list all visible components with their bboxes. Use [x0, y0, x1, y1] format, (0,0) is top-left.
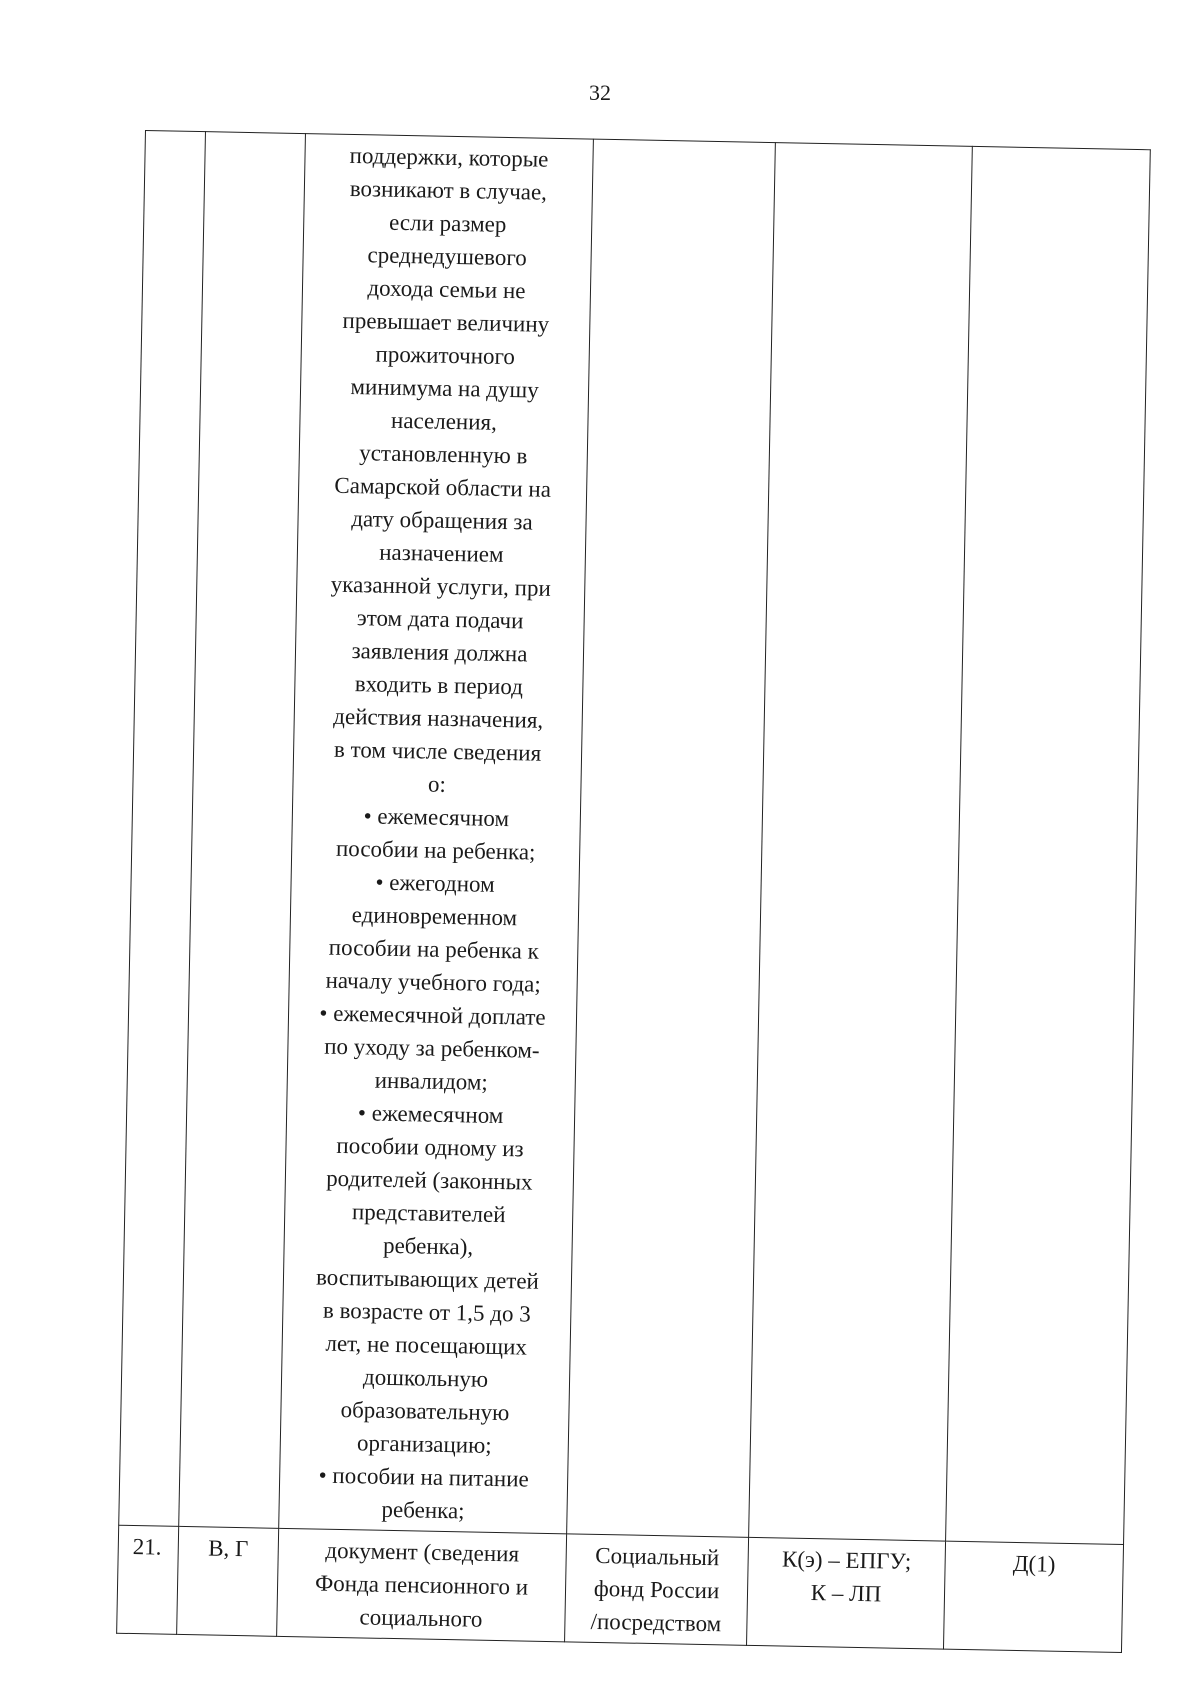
description-line: по уходу за ребенком-	[323, 1033, 540, 1063]
source-line: Социальный	[595, 1542, 720, 1571]
description-line: в возрасте от 1,5 до 3	[322, 1297, 531, 1327]
cell-row-document	[277, 1528, 567, 1642]
table-row-continuation	[119, 131, 1151, 1545]
description-line: • ежегодном	[375, 869, 495, 897]
cell-row-method	[747, 1537, 946, 1649]
description-line: пособии одному из	[336, 1132, 524, 1162]
description-line: • ежемесячном	[357, 1100, 504, 1129]
description-line: Самарской области на	[334, 472, 552, 502]
cell-method-empty	[749, 143, 973, 1542]
description-line: населения,	[390, 407, 498, 435]
description-line: пособии на ребенка к	[328, 934, 540, 964]
description-line: превышает величину	[342, 307, 550, 337]
description-line: дохода семьи не	[367, 275, 526, 304]
description-line: заявления должна	[351, 638, 528, 667]
page-number: 32	[589, 80, 611, 105]
description-line: назначением	[379, 539, 504, 567]
document-line: социального	[359, 1604, 483, 1632]
cell-document-description	[279, 134, 594, 1534]
description-line: действия назначения,	[333, 703, 544, 733]
description-line: в том числе сведения	[333, 736, 542, 766]
document-table	[116, 130, 1151, 1653]
cell-row-source	[565, 1534, 749, 1645]
description-line: представителей	[351, 1199, 506, 1228]
description-line: прожиточного	[375, 341, 516, 370]
description-line: о:	[427, 771, 447, 797]
description-line: входить в период	[354, 671, 524, 700]
description-line: единовременном	[351, 902, 518, 931]
description-line: • пособии на питание	[318, 1462, 530, 1492]
description-line: этом дата подачи	[356, 605, 524, 634]
cell-row-requirement: Д(1)	[943, 1541, 1123, 1652]
description-line: ребенка),	[382, 1232, 474, 1260]
cell-row-category: В, Г	[177, 1526, 279, 1636]
cell-requirement-empty	[946, 146, 1151, 1544]
source-line: /посредством	[590, 1608, 722, 1637]
description-line: инвалидом;	[374, 1067, 489, 1095]
description-line: началу учебного года;	[325, 967, 542, 997]
document-line: документ (сведения	[325, 1537, 520, 1567]
method-line: К – ЛП	[810, 1580, 882, 1607]
description-line: если размер	[388, 209, 507, 237]
description-line: поддержки, которые	[349, 142, 549, 172]
description-line: • ежемесячной доплате	[319, 1000, 546, 1030]
description-line: установленную в	[358, 440, 528, 469]
method-line: К(э) – ЕПГУ;	[781, 1546, 912, 1574]
description-line: образовательную	[340, 1396, 510, 1426]
description-line: лет, не посещающих	[325, 1330, 528, 1360]
description-line: среднедушевого	[367, 242, 527, 271]
description-line: возникают в случае,	[349, 175, 548, 205]
cell-row-number: 21.	[117, 1525, 179, 1634]
description-line: ребенка;	[381, 1496, 465, 1524]
description-line: минимума на душу	[350, 373, 539, 403]
description-line: дошкольную	[362, 1364, 489, 1392]
description-line: дату обращения за	[351, 506, 533, 535]
description-line: родителей (законных	[325, 1165, 533, 1195]
description-line: • ежемесячном	[363, 803, 510, 832]
description-line: указанной услуги, при	[330, 571, 552, 601]
description-line: пособии на ребенка;	[335, 835, 536, 865]
cell-source-empty	[567, 139, 776, 1537]
source-line: фонд России	[593, 1575, 720, 1604]
document-line: Фонда пенсионного и	[314, 1570, 529, 1600]
table-row-21	[117, 1525, 1124, 1652]
description-line: воспитывающих детей	[315, 1264, 540, 1294]
description-line: организацию;	[356, 1430, 492, 1458]
